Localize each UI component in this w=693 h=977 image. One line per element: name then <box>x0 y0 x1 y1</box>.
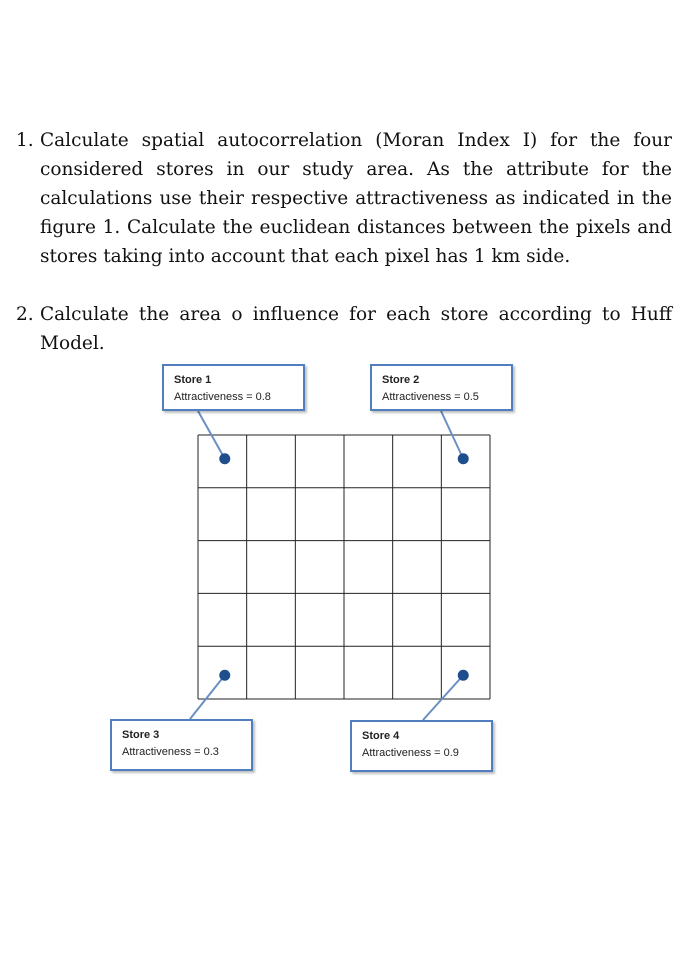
store-1-callout <box>162 364 305 411</box>
store-2-callout <box>370 364 513 411</box>
store-3-name: Store 3 <box>122 729 160 741</box>
question-2 <box>16 300 672 358</box>
store-1-name: Store 1 <box>174 374 212 386</box>
store-2-connector <box>441 411 463 459</box>
store-1-attractiveness: Attractiveness = 0.8 <box>174 391 271 403</box>
store-4-name: Store 4 <box>362 730 400 742</box>
dot-layer <box>219 453 468 680</box>
store-4-dot <box>458 670 469 681</box>
store-3-callout <box>110 719 253 771</box>
store-4-connector <box>423 675 463 720</box>
store-3-dot <box>219 670 230 681</box>
grid-layer <box>198 435 490 699</box>
store-2-attractiveness: Attractiveness = 0.5 <box>382 391 479 403</box>
store-3-attractiveness: Attractiveness = 0.3 <box>122 746 219 758</box>
question-list <box>16 126 672 358</box>
store-4-callout <box>350 720 493 772</box>
question-number: 2. <box>16 304 34 325</box>
question-text: Calculate the area o influence for each store according to Huff Model. <box>40 304 672 354</box>
store-1-connector <box>198 411 225 459</box>
question-text: Calculate spatial autocorrelation (Moran Index I) for the four considered stores in our study area. As the attribute for the calculations use their respective attractiveness as indicated in the figure 1. Calculate the euclidean distances between the pixels and stores taking into account that each pixel has 1 km side. <box>40 130 672 267</box>
store-2-name: Store 2 <box>382 374 420 386</box>
store-1-dot <box>219 453 230 464</box>
question-number: 1. <box>16 130 34 151</box>
question-1 <box>16 126 672 271</box>
store-3-connector <box>190 675 225 719</box>
connector-layer <box>190 411 463 720</box>
store-2-dot <box>458 453 469 464</box>
store-4-attractiveness: Attractiveness = 0.9 <box>362 747 459 759</box>
